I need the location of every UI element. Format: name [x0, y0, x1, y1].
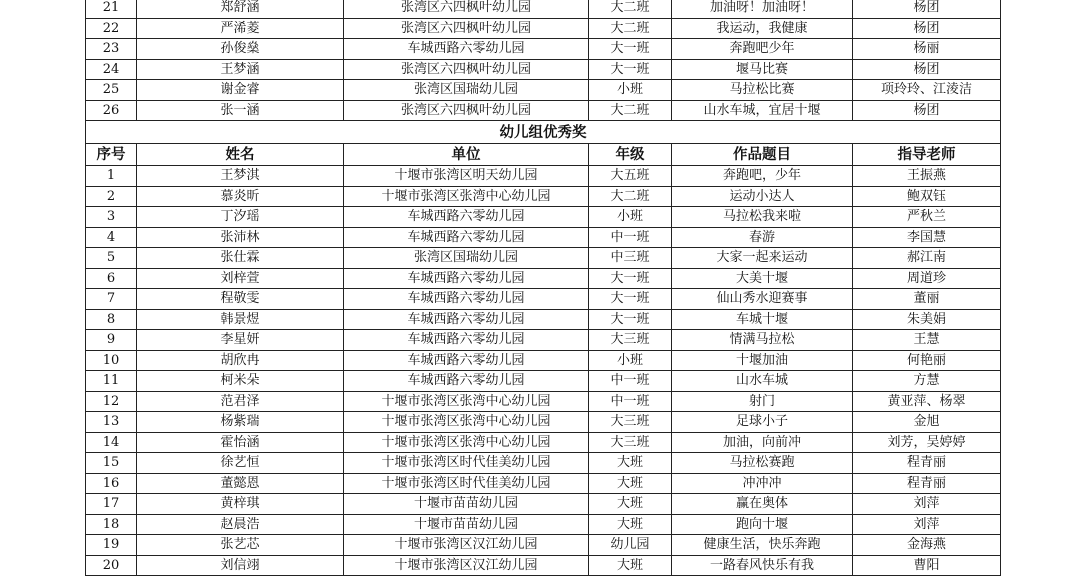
cell-unit: 张湾区六四枫叶幼儿园 [344, 0, 589, 18]
cell-name: 胡欣冉 [137, 350, 344, 371]
table-row [86, 555, 1001, 576]
cell-name: 郑舒涵 [137, 0, 344, 18]
cell-grade: 大二班 [589, 0, 672, 18]
header-unit: 单位 [344, 144, 589, 166]
cell-teacher: 刘萍 [853, 494, 1001, 515]
cell-name: 刘信翊 [137, 555, 344, 576]
cell-unit: 张湾区六四枫叶幼儿园 [344, 100, 589, 121]
cell-index: 11 [86, 371, 137, 392]
cell-name: 张一涵 [137, 100, 344, 121]
cell-title: 马拉松我来啦 [672, 207, 853, 228]
cell-teacher: 鲍双钰 [853, 186, 1001, 207]
header-teacher: 指导老师 [853, 144, 1001, 166]
cell-grade: 大一班 [589, 268, 672, 289]
cell-teacher: 郝江南 [853, 248, 1001, 269]
cell-unit: 十堰市张湾区张湾中心幼儿园 [344, 186, 589, 207]
cell-title: 堰马比赛 [672, 59, 853, 80]
cell-teacher: 金旭 [853, 412, 1001, 433]
table-row [86, 166, 1001, 187]
table-row [86, 309, 1001, 330]
header-grade: 年级 [589, 144, 672, 166]
cell-name: 慕炎昕 [137, 186, 344, 207]
cell-teacher: 杨团 [853, 0, 1001, 18]
table-row [86, 39, 1001, 60]
cell-unit: 十堰市张湾区汉江幼儿园 [344, 535, 589, 556]
cell-unit: 十堰市张湾区张湾中心幼儿园 [344, 432, 589, 453]
cell-teacher: 董丽 [853, 289, 1001, 310]
cell-grade: 大一班 [589, 309, 672, 330]
cell-title: 奔跑吧，少年 [672, 166, 853, 187]
cell-grade: 大一班 [589, 289, 672, 310]
cell-title: 冲冲冲 [672, 473, 853, 494]
cell-name: 杨紫瑞 [137, 412, 344, 433]
cell-name: 王梦淇 [137, 166, 344, 187]
cell-title: 山水车城 [672, 371, 853, 392]
cell-title: 春游 [672, 227, 853, 248]
cell-teacher: 李国慧 [853, 227, 1001, 248]
cell-unit: 张湾区六四枫叶幼儿园 [344, 59, 589, 80]
cell-index: 3 [86, 207, 137, 228]
cell-title: 情满马拉松 [672, 330, 853, 351]
cell-teacher: 何艳丽 [853, 350, 1001, 371]
cell-grade: 小班 [589, 350, 672, 371]
cell-name: 谢金睿 [137, 80, 344, 101]
cell-unit: 张湾区国瑞幼儿园 [344, 248, 589, 269]
cell-index: 6 [86, 268, 137, 289]
cell-name: 丁汐瑶 [137, 207, 344, 228]
cell-grade: 中一班 [589, 391, 672, 412]
cell-teacher: 朱美娟 [853, 309, 1001, 330]
cell-index: 24 [86, 59, 137, 80]
cell-grade: 大五班 [589, 166, 672, 187]
cell-unit: 车城西路六零幼儿园 [344, 39, 589, 60]
previous-award-rows [86, 0, 1001, 121]
table-row [86, 59, 1001, 80]
cell-title: 马拉松比赛 [672, 80, 853, 101]
cell-name: 张沛林 [137, 227, 344, 248]
table-row [86, 494, 1001, 515]
cell-unit: 十堰市苗苗幼儿园 [344, 514, 589, 535]
cell-index: 10 [86, 350, 137, 371]
cell-index: 26 [86, 100, 137, 121]
cell-index: 8 [86, 309, 137, 330]
cell-teacher: 杨丽 [853, 39, 1001, 60]
cell-unit: 十堰市苗苗幼儿园 [344, 494, 589, 515]
cell-name: 孙俊燊 [137, 39, 344, 60]
cell-name: 董懿恩 [137, 473, 344, 494]
cell-grade: 小班 [589, 207, 672, 228]
cell-title: 加油，向前冲 [672, 432, 853, 453]
cell-grade: 大三班 [589, 412, 672, 433]
cell-unit: 车城西路六零幼儿园 [344, 371, 589, 392]
cell-grade: 大班 [589, 494, 672, 515]
cell-title: 大美十堰 [672, 268, 853, 289]
cell-title: 运动小达人 [672, 186, 853, 207]
cell-teacher: 严秋兰 [853, 207, 1001, 228]
cell-index: 9 [86, 330, 137, 351]
cell-index: 5 [86, 248, 137, 269]
cell-unit: 十堰市张湾区明天幼儿园 [344, 166, 589, 187]
cell-teacher: 程青丽 [853, 473, 1001, 494]
cell-index: 25 [86, 80, 137, 101]
cell-title: 加油呀！加油呀！ [672, 0, 853, 18]
cell-name: 范君泽 [137, 391, 344, 412]
table-row [86, 453, 1001, 474]
cell-index: 22 [86, 18, 137, 39]
cell-unit: 十堰市张湾区时代佳美幼儿园 [344, 473, 589, 494]
cell-title: 奔跑吧少年 [672, 39, 853, 60]
cell-teacher: 程青丽 [853, 453, 1001, 474]
cell-grade: 大二班 [589, 18, 672, 39]
cell-unit: 车城西路六零幼儿园 [344, 207, 589, 228]
cell-title: 健康生活，快乐奔跑 [672, 535, 853, 556]
excellence-award-section [86, 121, 1001, 166]
cell-teacher: 刘芳，吴婷婷 [853, 432, 1001, 453]
cell-teacher: 杨团 [853, 59, 1001, 80]
cell-unit: 车城西路六零幼儿园 [344, 330, 589, 351]
cell-index: 23 [86, 39, 137, 60]
cell-name: 张仕霖 [137, 248, 344, 269]
cell-name: 黄梓琪 [137, 494, 344, 515]
cell-unit: 十堰市张湾区张湾中心幼儿园 [344, 391, 589, 412]
cell-grade: 幼儿园 [589, 535, 672, 556]
cell-teacher: 方慧 [853, 371, 1001, 392]
table-row [86, 186, 1001, 207]
cell-index: 15 [86, 453, 137, 474]
cell-teacher: 周道珍 [853, 268, 1001, 289]
cell-unit: 车城西路六零幼儿园 [344, 289, 589, 310]
cell-index: 21 [86, 0, 137, 18]
cell-name: 张艺芯 [137, 535, 344, 556]
cell-grade: 大二班 [589, 100, 672, 121]
table-row [86, 514, 1001, 535]
cell-name: 刘梓萱 [137, 268, 344, 289]
cell-name: 李星妍 [137, 330, 344, 351]
table-row [86, 330, 1001, 351]
cell-grade: 大三班 [589, 432, 672, 453]
cell-title: 大家一起来运动 [672, 248, 853, 269]
cell-grade: 大三班 [589, 330, 672, 351]
cell-unit: 车城西路六零幼儿园 [344, 350, 589, 371]
cell-title: 足球小子 [672, 412, 853, 433]
cell-index: 7 [86, 289, 137, 310]
cell-grade: 大一班 [589, 39, 672, 60]
table-row [86, 391, 1001, 412]
section-title-row [86, 121, 1001, 144]
cell-index: 17 [86, 494, 137, 515]
cell-index: 14 [86, 432, 137, 453]
table-row [86, 432, 1001, 453]
cell-title: 马拉松赛跑 [672, 453, 853, 474]
header-row [86, 144, 1001, 166]
table-row [86, 227, 1001, 248]
header-index: 序号 [86, 144, 137, 166]
cell-grade: 大班 [589, 514, 672, 535]
table-row [86, 248, 1001, 269]
table-row [86, 80, 1001, 101]
cell-grade: 大班 [589, 473, 672, 494]
table-row [86, 371, 1001, 392]
section-title: 幼儿组优秀奖 [86, 121, 1001, 144]
cell-title: 车城十堰 [672, 309, 853, 330]
table-row [86, 535, 1001, 556]
cell-unit: 车城西路六零幼儿园 [344, 227, 589, 248]
excellence-award-rows [86, 166, 1001, 576]
cell-name: 严浠菱 [137, 18, 344, 39]
cell-unit: 十堰市张湾区汉江幼儿园 [344, 555, 589, 576]
cell-title: 射门 [672, 391, 853, 412]
cell-title: 山水车城，宜居十堰 [672, 100, 853, 121]
cell-index: 18 [86, 514, 137, 535]
cell-index: 13 [86, 412, 137, 433]
cell-teacher: 刘萍 [853, 514, 1001, 535]
cell-title: 一路春风快乐有我 [672, 555, 853, 576]
cell-index: 1 [86, 166, 137, 187]
cell-grade: 小班 [589, 80, 672, 101]
table-row [86, 100, 1001, 121]
award-table [85, 0, 1001, 576]
cell-unit: 车城西路六零幼儿园 [344, 309, 589, 330]
cell-index: 2 [86, 186, 137, 207]
cell-name: 徐艺恒 [137, 453, 344, 474]
header-name: 姓名 [137, 144, 344, 166]
table-row [86, 412, 1001, 433]
cell-grade: 大班 [589, 555, 672, 576]
table-row [86, 18, 1001, 39]
cell-index: 20 [86, 555, 137, 576]
cell-name: 程敬雯 [137, 289, 344, 310]
cell-grade: 大班 [589, 453, 672, 474]
cell-teacher: 黄亚萍、杨翠 [853, 391, 1001, 412]
table-row [86, 350, 1001, 371]
cell-teacher: 杨团 [853, 18, 1001, 39]
cell-grade: 中一班 [589, 371, 672, 392]
cell-title: 跑向十堰 [672, 514, 853, 535]
cell-index: 16 [86, 473, 137, 494]
cell-teacher: 曹阳 [853, 555, 1001, 576]
cell-grade: 中一班 [589, 227, 672, 248]
table-row [86, 268, 1001, 289]
cell-name: 霍怡涵 [137, 432, 344, 453]
table-row [86, 207, 1001, 228]
cell-index: 4 [86, 227, 137, 248]
cell-title: 仙山秀水迎赛事 [672, 289, 853, 310]
cell-grade: 大二班 [589, 186, 672, 207]
cell-unit: 十堰市张湾区张湾中心幼儿园 [344, 412, 589, 433]
cell-teacher: 金海燕 [853, 535, 1001, 556]
cell-unit: 张湾区六四枫叶幼儿园 [344, 18, 589, 39]
cell-grade: 中三班 [589, 248, 672, 269]
cell-title: 十堰加油 [672, 350, 853, 371]
cell-name: 柯米朵 [137, 371, 344, 392]
cell-teacher: 王慧 [853, 330, 1001, 351]
cell-unit: 车城西路六零幼儿园 [344, 268, 589, 289]
header-title: 作品题目 [672, 144, 853, 166]
cell-grade: 大一班 [589, 59, 672, 80]
cell-teacher: 项玲玲、江淩洁 [853, 80, 1001, 101]
cell-name: 韩景煜 [137, 309, 344, 330]
table-row [86, 289, 1001, 310]
cell-unit: 十堰市张湾区时代佳美幼儿园 [344, 453, 589, 474]
table-row [86, 473, 1001, 494]
cell-unit: 张湾区国瑞幼儿园 [344, 80, 589, 101]
cell-index: 19 [86, 535, 137, 556]
cell-name: 王梦涵 [137, 59, 344, 80]
cell-name: 赵晨浩 [137, 514, 344, 535]
table-row [86, 0, 1001, 18]
cell-title: 赢在奥体 [672, 494, 853, 515]
cell-teacher: 王振燕 [853, 166, 1001, 187]
cell-title: 我运动，我健康 [672, 18, 853, 39]
cell-index: 12 [86, 391, 137, 412]
cell-teacher: 杨团 [853, 100, 1001, 121]
